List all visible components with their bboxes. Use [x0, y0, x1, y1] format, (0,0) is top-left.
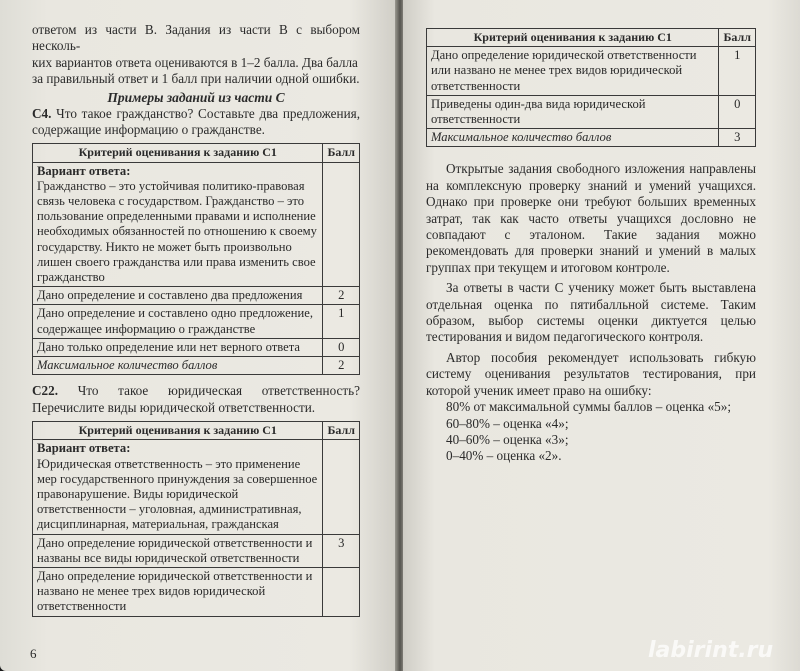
question-c4 — [32, 106, 360, 139]
grade-line: 40–60% – оценка «3»; — [446, 431, 569, 447]
grade-list — [426, 399, 756, 465]
table-row — [427, 129, 756, 147]
table-row — [33, 357, 360, 375]
max-score-label: Максимальное количество баллов — [33, 357, 323, 375]
score-cell: 2 — [323, 287, 360, 305]
header-score: Балл — [323, 422, 360, 440]
table-header-row — [33, 422, 360, 440]
table-row — [33, 287, 360, 305]
score-cell: 0 — [719, 95, 756, 128]
paragraph-part-c-grade: За ответы в части С ученику может быть выставлена отдельная оценка по пятибалльной системе. Таким образом, выбор системы оценки диктуется целью тестирования и видом педагогического контроля. — [426, 280, 756, 345]
answer-text: Гражданство – это устойчивая политико-правовая связь человека с государством. Гражданство – это пользование определенными правами и исполнение необходимых обязанностей по отношению к своему государству. Никто не может быть произвольно лишен своего гражданства или права изменить свое гражданство — [37, 178, 317, 285]
page-number: 6 — [30, 646, 37, 661]
question-c22-text: Что такое юридическая ответственность? Перечислите виды юридической ответственности. — [32, 383, 360, 415]
criterion-cell: Дано определение и составлено одно предложение, содержащее информацию о гражданстве — [33, 305, 323, 338]
table-row — [33, 534, 360, 567]
question-c4-text: Что такое гражданство? Составьте два предложения, содержащие информацию о гражданстве. — [32, 105, 361, 138]
criteria-table-c22 — [32, 421, 360, 616]
answer-text: Юридическая ответственность – это применение мер государственного принуждения за совершенное правонарушение. Виды юридической ответственности – уголовная, административная, дисциплинарная, материальная, гражданская — [37, 456, 318, 532]
grade-line: 0–40% – оценка «2». — [446, 448, 562, 464]
table-row — [33, 338, 360, 356]
section-heading: Примеры заданий из части С — [107, 89, 285, 105]
criterion-cell: Приведены один-два вида юридической ответственности — [427, 95, 719, 128]
score-cell: 1 — [719, 47, 756, 96]
question-c4-number: С4. — [32, 105, 52, 121]
score-cell: 1 — [323, 305, 360, 338]
score-cell — [323, 162, 360, 287]
criterion-cell: Дано определение и составлено два предложения — [33, 287, 323, 305]
header-score: Балл — [323, 144, 360, 162]
intro-line-1: ответом из части В. Задания из части В с выбором несколь- — [32, 22, 360, 54]
answer-label: Вариант ответа: — [37, 441, 131, 456]
criterion-cell: Дано только определение или нет верного ответа — [33, 338, 323, 356]
grade-line: 80% от максимальной суммы баллов – оценка «5»; — [446, 399, 732, 415]
answer-cell — [33, 162, 323, 287]
grade-line: 60–80% – оценка «4»; — [446, 415, 569, 431]
table-header-row — [33, 144, 360, 162]
table-header-row — [427, 29, 756, 47]
table-row — [33, 440, 360, 534]
question-c22-number: С22. — [32, 383, 59, 399]
table-row — [427, 95, 756, 128]
criteria-table-c22-continued — [426, 28, 756, 147]
right-page-content — [426, 28, 756, 465]
intro-line-2: ких вариантов ответа оцениваются в 1–2 балла. Два балла — [32, 54, 358, 70]
table-row — [33, 162, 360, 287]
left-page-content — [32, 22, 360, 617]
header-criterion: Критерий оценивания к заданию С1 — [33, 144, 323, 162]
header-score: Балл — [719, 29, 756, 47]
table-row — [33, 567, 360, 616]
score-cell: 0 — [323, 338, 360, 356]
max-score-label: Максимальное количество баллов — [427, 129, 719, 147]
answer-cell — [33, 440, 323, 534]
criterion-cell: Дано определение юридической ответственности или названо не менее трех видов юридической ответственности — [427, 47, 719, 96]
score-cell — [323, 440, 360, 534]
watermark-logo: labirint.ru — [648, 638, 774, 663]
answer-label: Вариант ответа: — [37, 163, 131, 178]
score-cell: 3 — [323, 534, 360, 567]
criterion-cell: Дано определение юридической ответственности и названо не менее трех видов юридической ответственности — [33, 567, 323, 616]
paragraph-open-tasks: Открытые задания свободного изложения направлены на комплексную проверку знаний и умений учащихся. Однако при проверке они требуют больших временных затрат, так как часто ответы учащихся дословно не совпадают с эталоном. Такие задания можно рекомендовать для проверки знаний и умений в малых группах при текущем и итоговом контроле. — [426, 161, 756, 275]
score-cell — [323, 567, 360, 616]
max-score-value: 3 — [719, 129, 756, 147]
max-score-value: 2 — [323, 357, 360, 375]
table-row — [33, 305, 360, 338]
paragraph-flexible-system: Автор пособия рекомендует использовать гибкую систему оценивания результатов тестирования, при которой ученик имеет право на ошибку: — [426, 349, 756, 398]
header-criterion: Критерий оценивания к заданию С1 — [33, 422, 323, 440]
table-row — [427, 47, 756, 96]
intro-line-3: за правильный ответ и 1 балл при наличии одной ошибки. — [32, 71, 360, 87]
criterion-cell: Дано определение юридической ответственности и названы все виды юридической ответственности — [33, 534, 323, 567]
criteria-table-c4 — [32, 143, 360, 375]
question-c22 — [32, 383, 360, 416]
header-criterion: Критерий оценивания к заданию С1 — [427, 29, 719, 47]
left-page — [0, 0, 397, 671]
